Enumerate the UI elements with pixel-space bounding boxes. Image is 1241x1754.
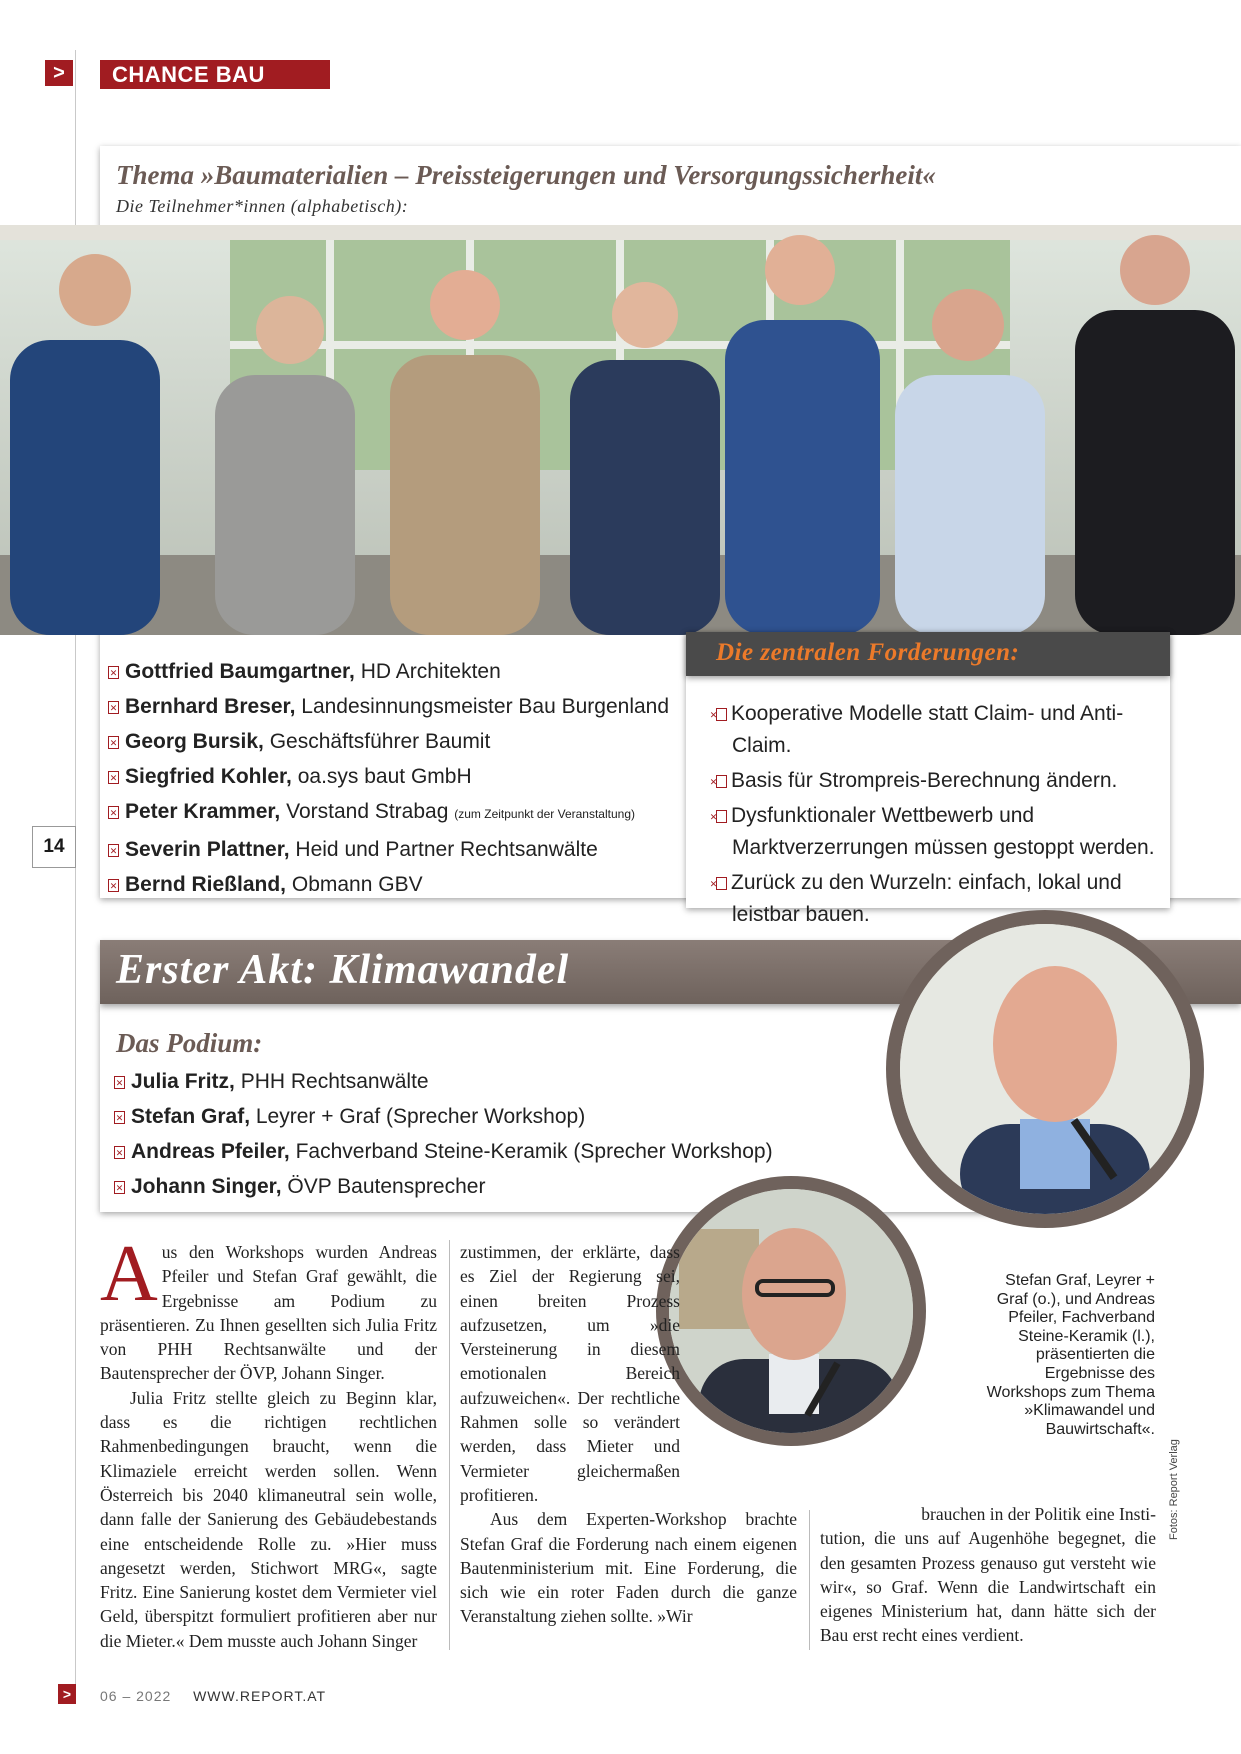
bullet-icon: ✕ [109,807,118,818]
bullet-icon: ✕ [716,810,727,823]
bullet-icon: ✕ [109,772,118,783]
participant-item: ✕ Bernhard Breser, Landesinnungsmeister Bau Burgenland [109,695,670,718]
site-link[interactable]: WWW.REPORT.AT [193,1688,327,1704]
section-label: CHANCE BAU [100,60,330,89]
participant-item: ✕ Bernd Rießland, Obmann GBV [109,873,423,896]
bullet-icon: ✕ [115,1147,124,1158]
column-rule [449,1240,450,1650]
footer [100,1688,326,1704]
bullet-icon: ✕ [716,775,727,788]
participant-item: ✕ Peter Krammer, Vorstand Strabag (zum Zeitpunkt der Veranstaltung) [109,800,635,823]
group-photo-illustration [0,225,1241,635]
section-arrow-icon: > [45,60,73,86]
demands-title: Die zentralen Forderungen: [716,639,1020,666]
bullet-icon: ✕ [115,1182,124,1193]
demands-header [686,632,1170,676]
podium-title: Das Podium: [116,1028,263,1058]
bullet-icon: ✕ [109,667,118,678]
photo-caption: Stefan Graf, Leyrer + Graf (o.), und Andreas Pfeiler, Fachverband Steine-Keramik (l.), präsentierten die Ergebnisse des Workshops zum Thema »Klimawandel und Bauwirtschaft«. [986,1272,1155,1438]
bullet-icon: ✕ [115,1112,124,1123]
article-column-2: zustimmen, der erklärte, dass es Ziel der Regierung sei, einen breiten Prozess aufzusetzen, um »die Versteinerung in diesem emotionalen Bereich aufzuweichen«. Der rechtliche Rahmen solle so verändert werden, dass Mieter und Vermieter gleichermaßen profitieren. Aus dem Experten-Workshop brachte Stefan Graf die Forderung nach einem eigenen Bautenministerium mit. Eine Forderung, die sich wie ein roter Faden durch die ganze Veranstaltung ziehen sollte. »Wir [460,1242,797,1627]
podium-list [114,1064,773,1204]
act-title: Erster Akt: Klimawandel [116,947,570,993]
participant-item: ✕ Gottfried Baumgartner, HD Architekten [109,660,501,683]
demand-item: ✕ Dysfunktionaler Wettbewerb und Marktverzerrungen müssen gestoppt werden. [709,804,1155,859]
issue-label: 06 – 2022 [100,1688,172,1704]
column-rule [809,1510,810,1650]
bullet-icon: ✕ [716,708,727,721]
podium-item: ✕ Stefan Graf, Leyrer + Graf (Sprecher Workshop) [115,1105,586,1128]
portrait-illustration [900,924,1190,1214]
bullet-icon: ✕ [109,880,118,891]
demand-item: ✕ Basis für Strompreis-Berechnung ändern. [709,769,1118,792]
podium-item: ✕ Andreas Pfeiler, Fachverband Steine-Keramik (Sprecher Workshop) [115,1140,773,1163]
bullet-icon: ✕ [115,1077,124,1088]
bullet-icon: ✕ [109,845,118,856]
participant-item: ✕ Severin Plattner, Heid und Partner Rechtsanwälte [109,838,598,861]
photo-stefan-graf [900,924,1190,1214]
participant-item: ✕ Siegfried Kohler, oa.sys baut GmbH [109,765,472,788]
podium-item: ✕ Johann Singer, ÖVP Bautensprecher [115,1175,486,1198]
bullet-icon: ✕ [716,877,727,890]
demands-list [709,698,1156,934]
demand-item: ✕ Zurück zu den Wurzeln: einfach, lokal und leistbar bauen. [709,871,1122,926]
article-column-3: brauchen in der Politik eine Insti- tution, die uns auf Augenhöhe begegnet, die den gesamten Prozess genauso gut versteht wie wir«, so Graf. Wenn die Landwirtschaft ein eigenes Ministerium hat, dann hätte sich der Bau erst recht eines verdient. [820,1504,1156,1646]
podium-item: ✕ Julia Fritz, PHH Rechtsanwälte [115,1070,429,1093]
group-photo [0,225,1241,635]
theme-title: Thema »Baumaterialien – Preissteigerungen und Versorgungssicherheit« [116,160,936,190]
photo-credit: Fotos: Report Verlag [1168,1439,1180,1540]
demand-item: ✕ Kooperative Modelle statt Claim- und Anti-Claim. [709,702,1124,757]
article-column-1: Aus den Workshops wurden Andreas Pfeiler und Stefan Graf gewählt, die Ergebnisse am Podium zu präsentieren. Zu Ihnen gesellten sich Julia Fritz von PHH Rechtsanwälte und der Bautensprecher der ÖVP, Johann Singer. Julia Fritz stellte gleich zu Beginn klar, dass es die richtigen rechtlichen Rahmenbedingungen braucht, wenn die Klimaziele erreicht werden sollen. Wenn Österreich bis 2040 klimaneutral sein wolle, dann falle der Sanierung des Gebäudebestands eine entscheidende Rolle zu. »Hier muss angesetzt werden, Stichwort MRG«, sagte Fritz. Eine Sanierung kostet dem Vermieter viel Geld, überspitzt formuliert profitieren aber nur die Mieter.« Dem musste auch Johann Singer [100,1230,437,1651]
page-number: 14 [32,826,76,868]
bullet-icon: ✕ [109,702,118,713]
participant-item: ✕ Georg Bursik, Geschäftsführer Baumit [109,730,491,753]
bullet-icon: ✕ [109,737,118,748]
dropcap: A [100,1230,158,1318]
footer-arrow-icon: > [58,1684,76,1704]
theme-subtitle: Die Teilnehmer*innen (alphabetisch): [116,196,409,216]
participant-list [108,654,669,902]
photo-stefan-graf-frame [886,910,1204,1228]
